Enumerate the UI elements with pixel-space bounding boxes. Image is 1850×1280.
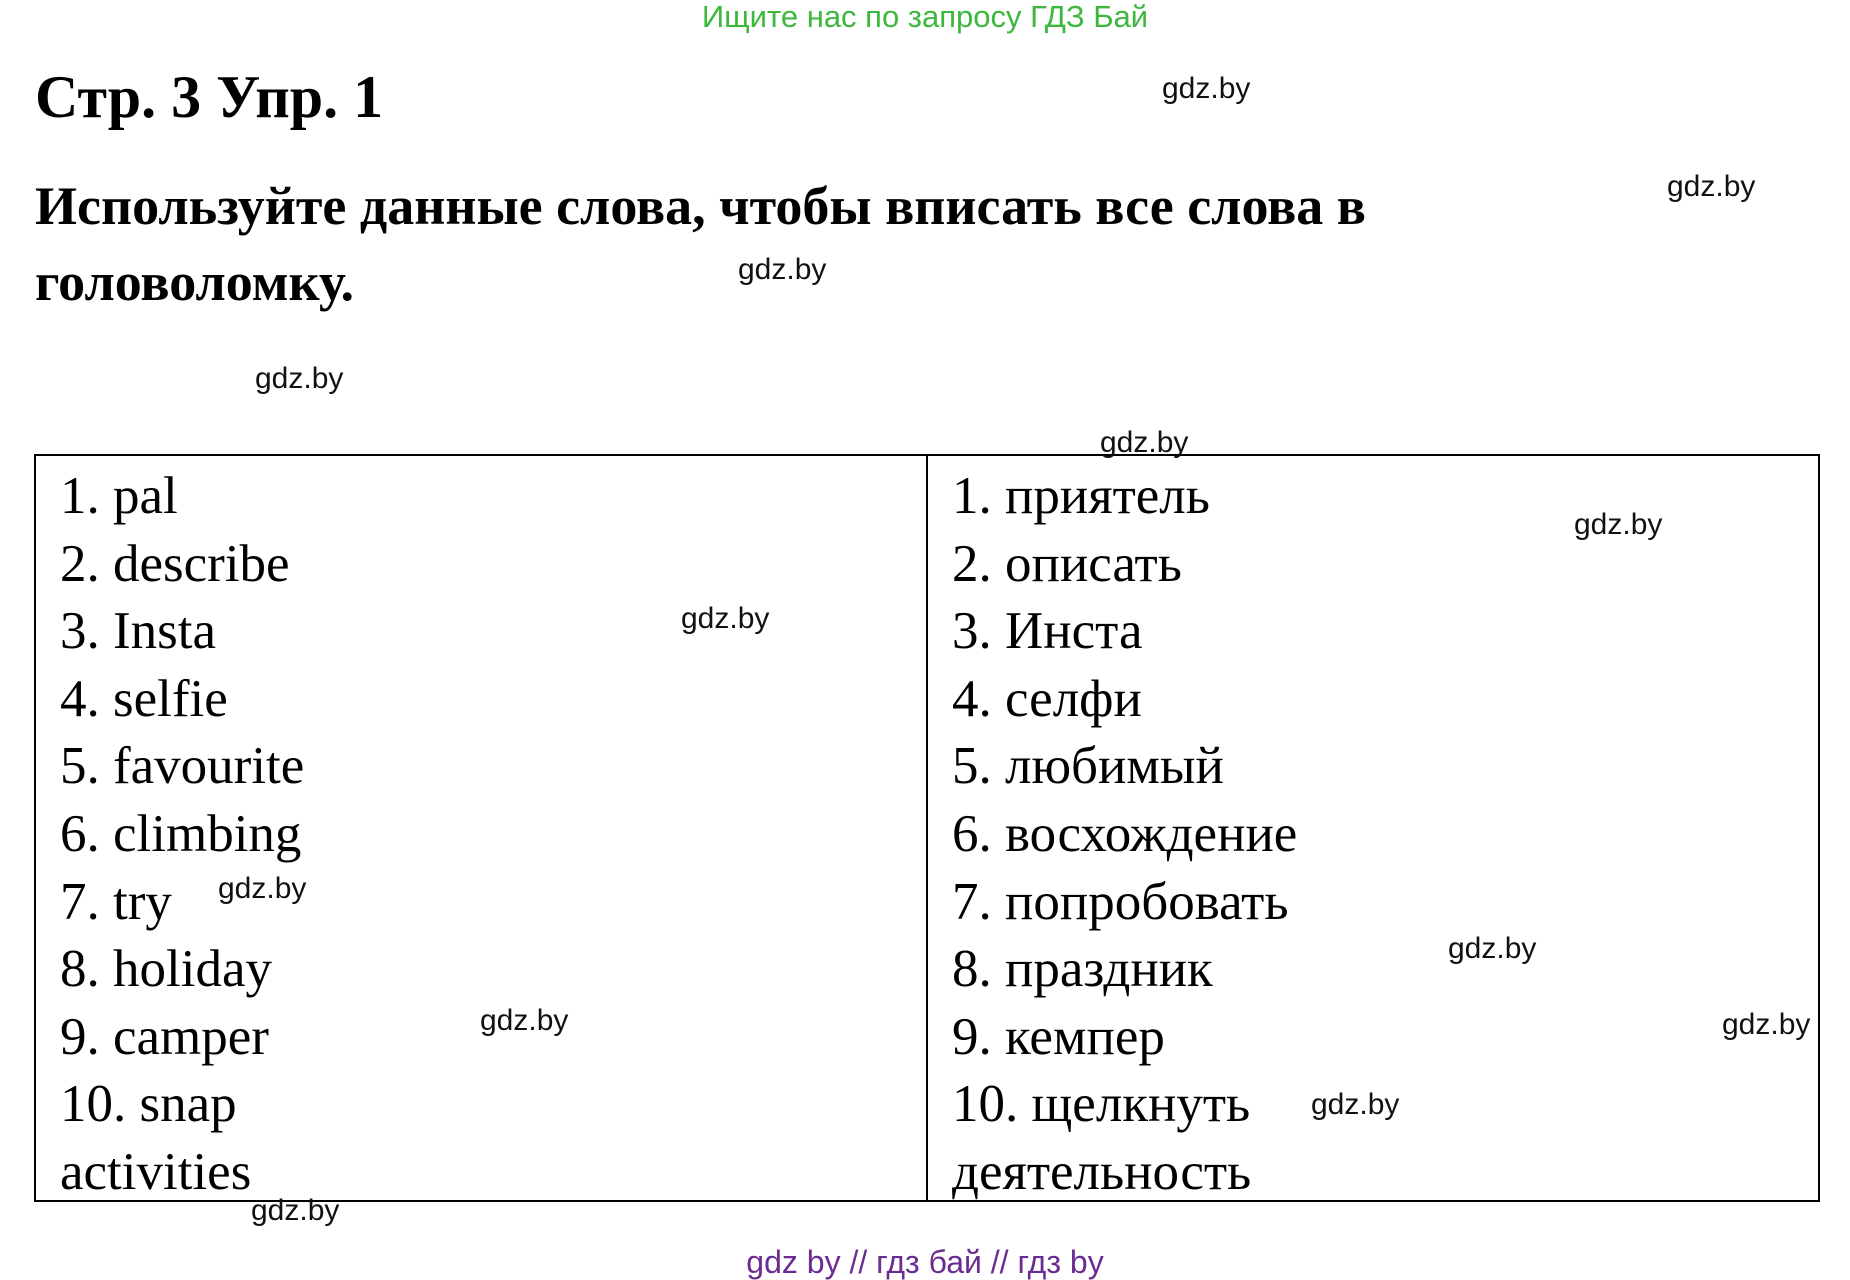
english-word-extra: activities [60, 1142, 252, 1201]
watermark: gdz.by [251, 1194, 340, 1227]
watermark: gdz.by [1162, 72, 1251, 105]
english-word-3: 3. Insta [60, 602, 217, 661]
top-banner: Ищите нас по запросу ГДЗ Бай [701, 0, 1149, 34]
watermark: gdz.by [255, 362, 344, 395]
watermark: gdz.by [1100, 426, 1189, 459]
english-word-6: 6. climbing [60, 804, 302, 863]
bottom-banner: gdz by // гдз бай // гдз by [746, 1244, 1104, 1280]
watermark: gdz.by [1311, 1088, 1400, 1121]
watermark: gdz.by [1667, 170, 1756, 203]
russian-word-2: 2. описать [952, 534, 1182, 593]
page-title: Стр. 3 Упр. 1 [35, 64, 384, 130]
russian-word-1: 1. приятель [952, 467, 1210, 525]
english-word-5: 5. favourite [60, 737, 305, 796]
russian-word-10: 10. щелкнуть [952, 1075, 1251, 1134]
russian-word-3: 3. Инста [952, 602, 1143, 661]
english-word-2: 2. describe [60, 534, 290, 593]
russian-word-9: 9. кемпер [952, 1007, 1165, 1066]
russian-word-7: 7. попробовать [952, 872, 1289, 931]
watermark: gdz.by [1722, 1008, 1811, 1041]
exercise-instruction: Используйте данные слова, чтобы вписать все слова в головоломку. [35, 176, 1366, 312]
word-table [34, 454, 1820, 1202]
english-word-8: 8. holiday [60, 940, 272, 999]
watermark: gdz.by [738, 253, 827, 286]
english-word-1: 1. pal [60, 467, 178, 525]
english-words-column [36, 456, 928, 1200]
russian-word-extra: деятельность [952, 1142, 1252, 1201]
english-word-10: 10. snap [60, 1075, 237, 1134]
english-word-4: 4. selfie [60, 669, 228, 728]
russian-word-5: 5. любимый [952, 737, 1224, 796]
russian-word-8: 8. праздник [952, 940, 1213, 999]
russian-word-4: 4. селфи [952, 669, 1142, 728]
watermark: gdz.by [1574, 508, 1663, 541]
watermark: gdz.by [218, 872, 307, 905]
watermark: gdz.by [480, 1004, 569, 1037]
english-word-7: 7. try [60, 872, 172, 931]
english-word-9: 9. camper [60, 1007, 269, 1066]
watermark: gdz.by [1448, 932, 1537, 965]
russian-word-6: 6. восхождение [952, 804, 1298, 863]
watermark: gdz.by [681, 602, 770, 635]
